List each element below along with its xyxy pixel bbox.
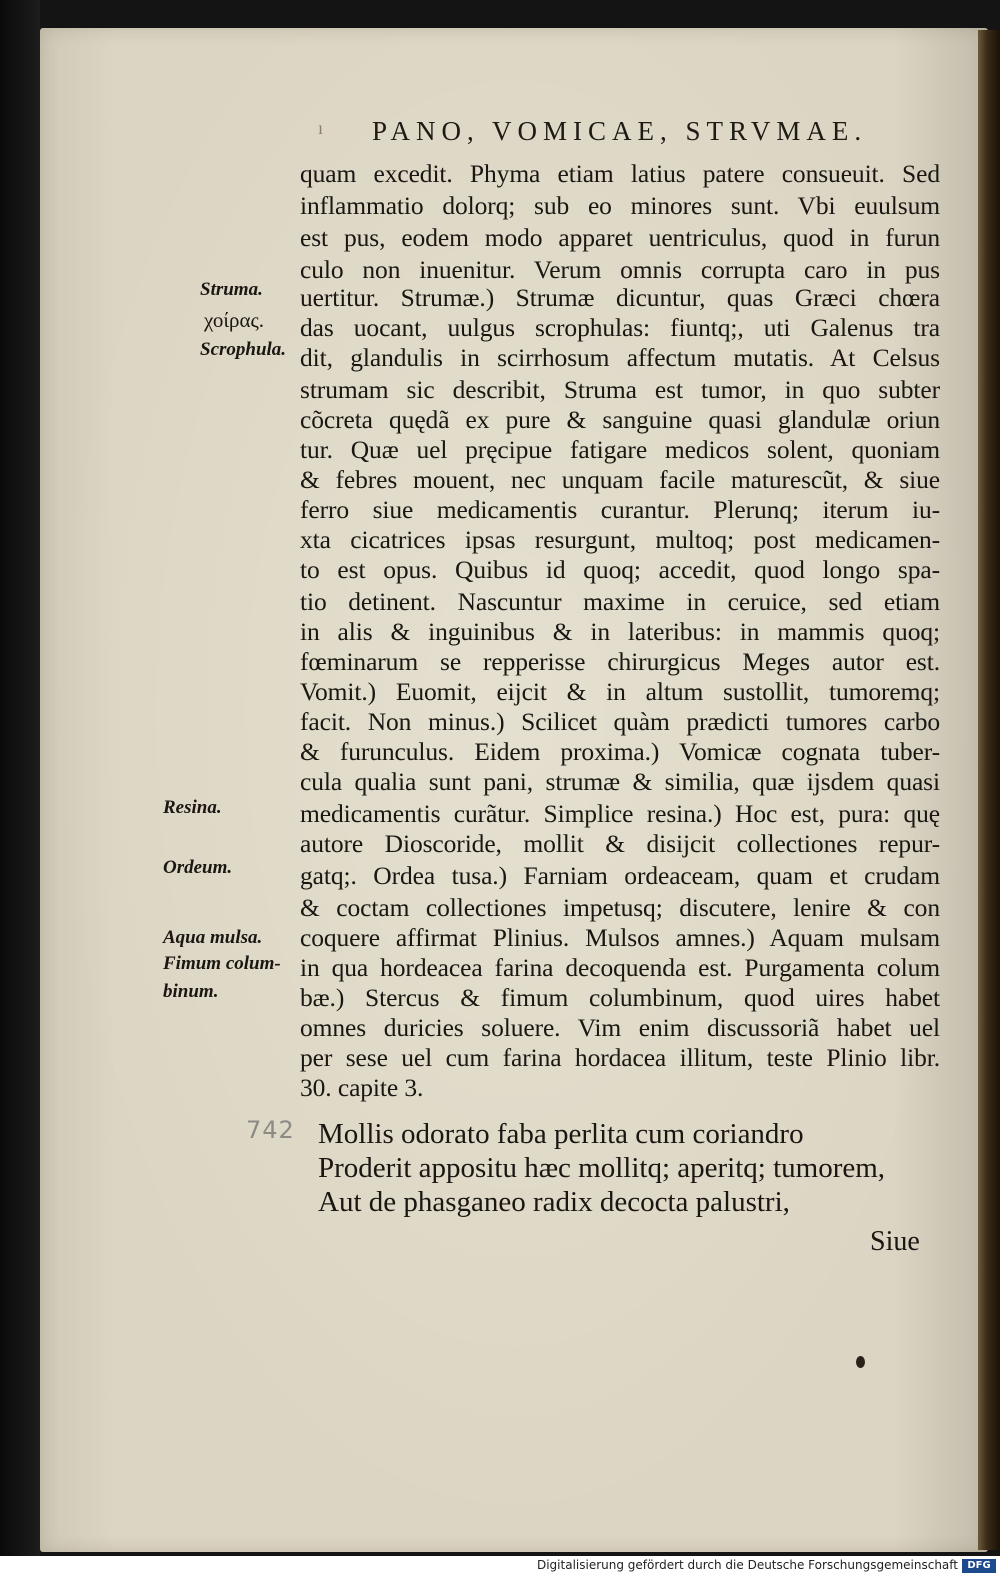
ink-smudge — [856, 1356, 865, 1368]
footer-bar — [0, 1556, 1000, 1577]
verse-line: Proderit appositu hæc mollitq; aperitq; tumorem, — [318, 1152, 886, 1184]
funding-credit: Digitalisierung gefördert durch die Deutsche Forschungsgemeinschaft — [536, 1558, 958, 1572]
text-line: ferro siue medicamentis curantur. Plerunq; iterum iu- — [300, 495, 940, 524]
text-line: coquere affirmat Plinius. Mulsos amnes.) Aquam mulsam — [300, 923, 940, 952]
text-line: & furunculus. Eidem proxima.) Vomicæ cognata tuber- — [300, 737, 940, 766]
text-line: gatq;. Ordea tusa.) Farniam ordeaceam, quam et crudam — [300, 861, 940, 890]
verse-line: Mollis odorato faba perlita cum coriandro — [318, 1118, 804, 1150]
scan-background-left — [0, 0, 40, 1560]
text-line: & febres mouent, nec unquam facile maturescũt, & siue — [300, 465, 940, 494]
text-line: fœminarum se repperisse chirurgicus Meges autor est. — [300, 647, 940, 676]
verse-line: Aut de phasganeo radix decocta palustri, — [318, 1186, 790, 1218]
margin-note-scrophula: Scrophula. — [200, 339, 287, 360]
text-line: quam excedit. Phyma etiam latius patere consueuit. Sed — [300, 159, 940, 188]
text-line: medicamentis curãtur. Simplice resina.) Hoc est, pura: quę — [300, 799, 940, 828]
text-line: xta cicatrices ipsas resurgunt, multoq; post medicamen- — [300, 525, 940, 554]
text-line: inflammatio dolorq; sub eo minores sunt. Vbi euulsum — [300, 191, 940, 220]
text-line: das uocant, uulgus scrophulas: fiuntq;, uti Galenus tra — [300, 313, 940, 342]
running-head: PANO, VOMICAE, STRVMAE. — [372, 116, 868, 146]
text-line: bæ.) Stercus & fimum columbinum, quod uires habet — [300, 983, 940, 1012]
text-line: facit. Non minus.) Scilicet quàm prædicti tumores carbo — [300, 707, 940, 736]
text-line: strumam sic describit, Struma est tumor, in quo subter — [300, 375, 940, 404]
text-line: uertitur. Strumæ.) Strumæ dicuntur, quas Græci chœra — [300, 283, 940, 312]
text-line: in qua hordeacea farina decoquenda est. Purgamenta colum — [300, 953, 940, 982]
page-corner-mark: ı — [318, 118, 324, 138]
margin-note-greek: χοίρας. — [204, 308, 265, 332]
margin-note-resina: Resina. — [163, 797, 222, 818]
text-line: culo non inuenitur. Verum omnis corrupta caro in pus — [300, 255, 940, 284]
margin-note-fimum: Fimum colum- — [163, 953, 281, 974]
text-line: in alis & inguinibus & in lateribus: in mammis quoq; — [300, 617, 940, 646]
text-line: dit, glandulis in scirrhosum affectum mutatis. At Celsus — [300, 343, 940, 372]
catchword: Siue — [870, 1226, 920, 1257]
dfg-logo: DFG — [962, 1559, 996, 1573]
book-binding-edge — [978, 30, 1000, 1550]
text-line: cula qualia sunt pani, strumæ & similia, quæ ijsdem quasi — [300, 767, 940, 796]
text-line: tur. Quæ uel pręcipue fatigare medicos solent, quoniam — [300, 435, 940, 464]
text-line: omnes duricies soluere. Vim enim discussoriã habet uel — [300, 1013, 940, 1042]
margin-note-fimum-cont: binum. — [163, 981, 219, 1002]
text-line: to est opus. Quibus id quoq; accedit, quod longo spa- — [300, 555, 940, 584]
text-line: & coctam collectiones impetusq; discutere, lenire & con — [300, 893, 940, 922]
verse-number-pencil: 742 — [246, 1116, 295, 1144]
text-line: autore Dioscoride, mollit & disijcit collectiones repur- — [300, 829, 940, 858]
text-line: cõcreta quędã ex pure & sanguine quasi glandulæ oriun — [300, 405, 940, 434]
margin-note-aqua-mulsa: Aqua mulsa. — [163, 927, 263, 948]
text-line: per sese uel cum farina hordacea illitum, teste Plinio libr. — [300, 1043, 940, 1072]
text-line: tio detinent. Nascuntur maxime in ceruice, sed etiam — [300, 587, 940, 616]
margin-note-struma: Struma. — [200, 279, 263, 300]
text-line: est pus, eodem modo apparet uentriculus, quod in furun — [300, 223, 940, 252]
text-line: Vomit.) Euomit, eijcit & in altum sustollit, tumoremq; — [300, 677, 940, 706]
text-line: 30. capite 3. — [300, 1073, 424, 1102]
margin-note-ordeum: Ordeum. — [163, 857, 233, 878]
